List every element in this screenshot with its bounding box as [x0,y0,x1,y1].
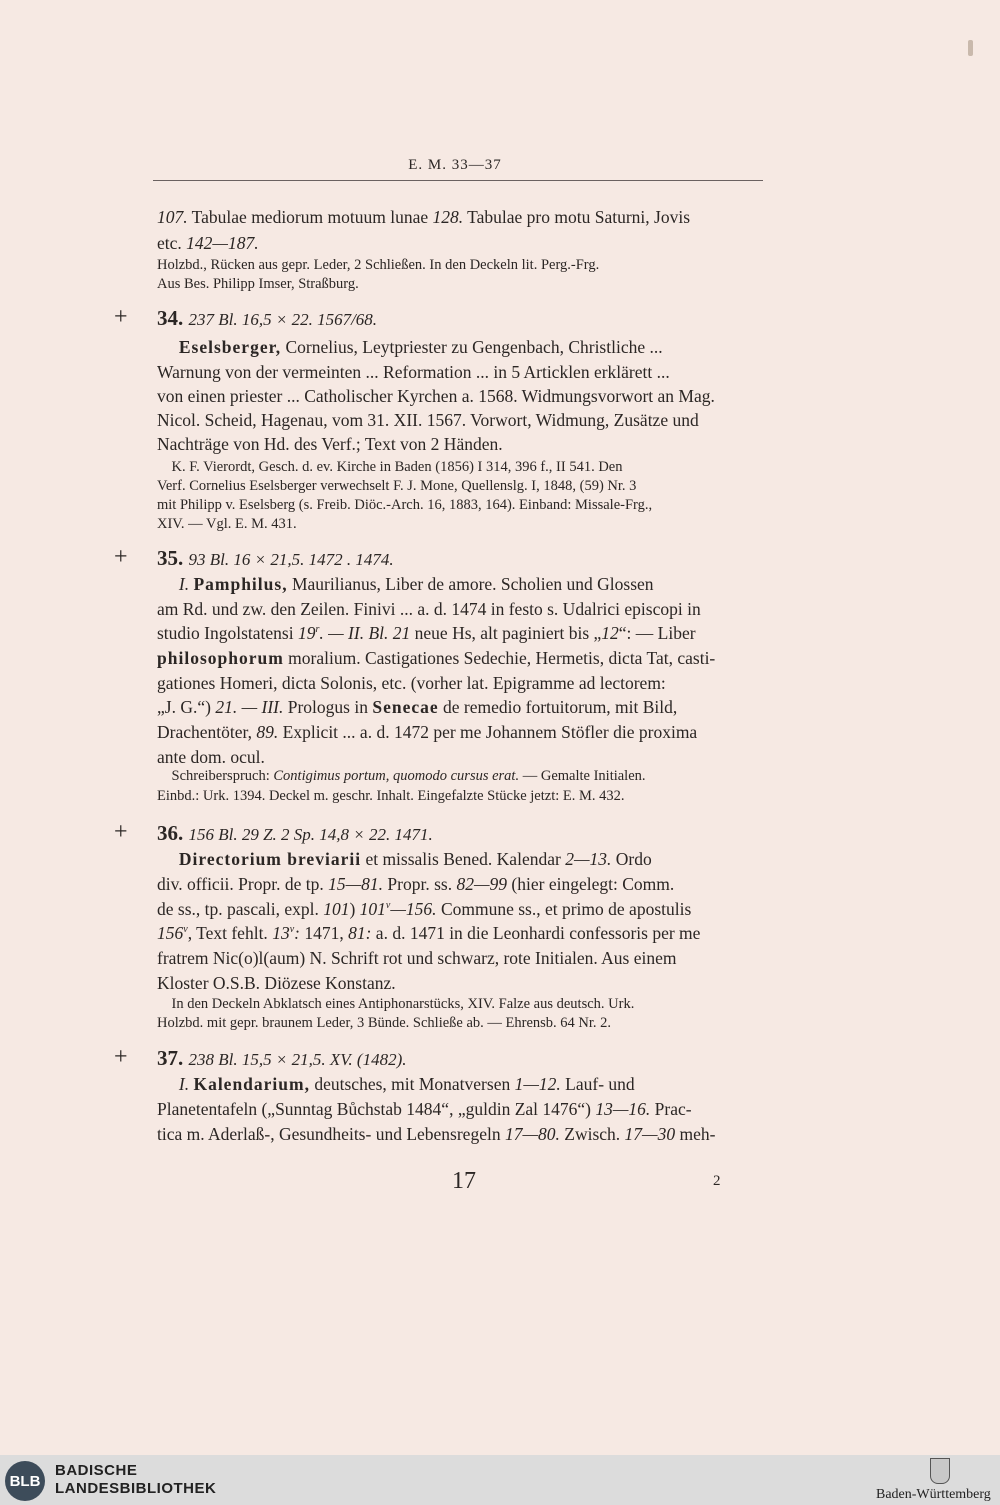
text-line: gationes Homeri, dicta Solonis, etc. (vorher lat. Epigramme ad lectorem: [157,673,666,693]
text-line: am Rd. und zw. den Zeilen. Finivi ... a. d. 1474 in festo s. Udalrici episcopi in [157,599,701,619]
blb-logo-icon[interactable]: BLB [5,1461,45,1501]
text-line: studio Ingolstatensi 19$^r$. — II. Bl. 21 neue Hs, alt paginiert bis „12“: — Liber [157,623,696,643]
text-line: „J. G.“) 21. — III. Prologus in Senecae de remedio fortuitorum, mit Bild, [157,697,678,717]
text-line: Nachträge von Hd. des Verf.; Text von 2 Händen. [157,434,503,454]
plus-marker: + [114,544,128,570]
text-line: Directorium breviarii et missalis Bened. Kalendar 2—13. Ordo [178,849,652,869]
text-line: Einbd.: Urk. 1394. Deckel m. geschr. Inhalt. Eingefalzte Stücke jetzt: E. M. 432. [157,788,625,804]
text-line: mit Philipp v. Eselsberg (s. Freib. Diöc.-Arch. 16, 1883, 164). Einband: Missale-Frg., [157,497,653,513]
paper-mark [968,40,973,56]
text-line: 107. Tabulae mediorum motuum lunae 128. Tabulae pro motu Saturni, Jovis [157,207,691,227]
text-line: Aus Bes. Philipp Imser, Straßburg. [157,276,359,292]
plus-marker: + [114,819,128,845]
entry-heading: 37. 238 Bl. 15,5 × 21,5. XV. (1482). [157,1046,407,1070]
text-line: Kloster O.S.B. Diözese Konstanz. [157,973,396,993]
text-line: 156$^v$, Text fehlt. 13$^v$: 1471, 81: a. d. 1471 in die Leonhardi confessoris per me [157,923,701,943]
sheet-number: 2 [713,1173,721,1189]
footer-bar [0,1455,1000,1505]
text-line: Verf. Cornelius Eselsberger verwechselt F. J. Mone, Quellenslg. I, 1848, (59) Nr. 3 [157,478,637,494]
text-line: I. Kalendarium, deutsches, mit Monatversen 1—12. Lauf- und [178,1074,635,1094]
entry-heading: 36. 156 Bl. 29 Z. 2 Sp. 14,8 × 22. 1471. [157,821,433,845]
text-line: div. officii. Propr. de tp. 15—81. Propr. ss. 82—99 (hier eingelegt: Comm. [157,874,675,894]
text-line: de ss., tp. pascali, expl. 101) 101$^v$—156. Commune ss., et primo de apostulis [157,899,692,919]
text-line: Warnung von der vermeinten ... Reformation ... in 5 Articklen erklärett ... [157,362,670,382]
plus-marker: + [114,304,128,330]
text-line: XIV. — Vgl. E. M. 431. [157,516,297,532]
text-line: Nicol. Scheid, Hagenau, vom 31. XII. 1567. Vorwort, Widmung, Zusätze und [157,410,699,430]
library-name-line1: BADISCHE [55,1462,138,1479]
text-line: philosophorum moralium. Castigationes Sedechie, Hermetis, dicta Tat, casti- [157,648,716,668]
page-number: 17 [452,1168,476,1194]
text-line: Drachentöter, 89. Explicit ... a. d. 1472 per me Johannem Stöfler die proxima [157,722,698,742]
library-name[interactable] [55,1462,216,1498]
text-line: Holzbd. mit gepr. braunem Leder, 3 Bünde. Schließe ab. — Ehrensb. 64 Nr. 2. [157,1015,612,1031]
entry-heading: 34. 237 Bl. 16,5 × 22. 1567/68. [157,306,378,330]
text-line: K. F. Vierordt, Gesch. d. ev. Kirche in Baden (1856) I 314, 396 f., II 541. Den [157,459,623,475]
text-line: Planetentafeln („Sunntag Bůchstab 1484“, „guldin Zal 1476“) 13—16. Prac- [157,1099,692,1119]
running-header: E. M. 33—37 [408,157,502,173]
state-name: Baden-Württemberg [876,1487,991,1502]
text-line: fratrem Nic(o)l(aum) N. Schrift rot und schwarz, rote Initialen. Aus einem [157,948,677,968]
text-line: ante dom. ocul. [157,747,265,767]
text-line: tica m. Aderlaß-, Gesundheits- und Lebensregeln 17—80. Zwisch. 17—30 meh- [157,1124,716,1144]
state-crest-icon [930,1458,950,1484]
text-line: I. Pamphilus, Maurilianus, Liber de amore. Scholien und Glossen [178,574,654,594]
text-line: Schreiberspruch: Contigimus portum, quomodo cursus erat. — Gemalte Initialen. [157,768,646,784]
text-line: Eselsberger, Cornelius, Leytpriester zu Gengenbach, Christliche ... [178,337,663,357]
text-line: von einen priester ... Catholischer Kyrchen a. 1568. Widmungsvorwort an Mag. [157,386,715,406]
entry-heading: 35. 93 Bl. 16 × 21,5. 1472 . 1474. [157,546,394,570]
plus-marker: + [114,1044,128,1070]
text-line: In den Deckeln Abklatsch eines Antiphonarstücks, XIV. Falze aus deutsch. Urk. [157,996,635,1012]
text-line: etc. 142—187. [157,233,259,253]
header-rule [153,180,763,181]
library-name-line2: LANDESBIBLIOTHEK [55,1480,217,1497]
text-line: Holzbd., Rücken aus gepr. Leder, 2 Schließen. In den Deckeln lit. Perg.-Frg. [157,257,600,273]
